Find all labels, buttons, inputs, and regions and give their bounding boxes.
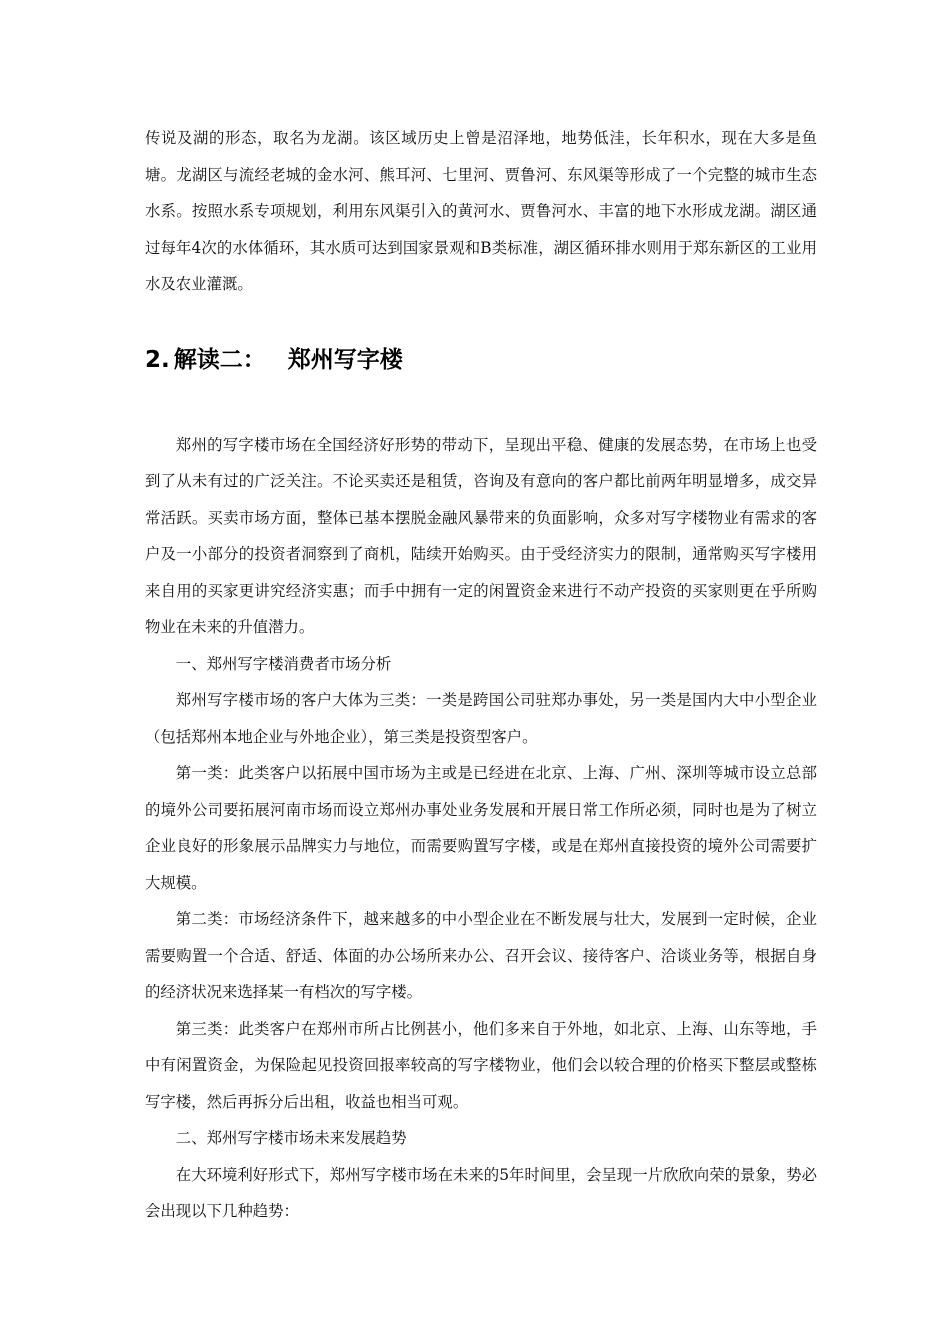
market-overview-paragraph: 郑州的写字楼市场在全国经济好形势的带动下，呈现出平稳、健康的发展态势，在市场上也受到了从未有过的广泛关注。不论买卖还是租赁，咨询及有意向的客户都比前两年明显增多，成交异常活跃。买卖市场方面，整体已基本摆脱金融风暴带来的负面影响，众多对写字楼物业有需求的客户及一小部分的投资者洞察到了商机，陆续开始购买。由于受经济实力的限制，通常购买写字楼用来自用的买家更讲究经济实惠；而手中拥有一定的闲置资金来进行不动产投资的买家则更在乎所购物业在未来的升值潜力。	[145, 435, 817, 636]
trends-paragraph: 在大环境利好形式下，郑州写字楼市场在未来的5年时间里，会呈现一片欣欣向荣的景象，势必会出现以下几种趋势：	[145, 1165, 817, 1220]
section-number: 2.	[145, 346, 170, 373]
section-title: 郑州写字楼	[287, 346, 403, 373]
section-title-prefix: 解读二：	[173, 346, 266, 373]
type-one-paragraph: 第一类：此类客户以拓展中国市场为主或是已经进在北京、上海、广州、深圳等城市设立总部的境外公司要拓展河南市场而设立郑州办事处业务发展和开展日常工作所必须，同时也是为了树立企业良好的形象展示品牌实力与地位，而需要购置写字楼，或是在郑州直接投资的境外公司需要扩大规模。	[145, 764, 817, 892]
intro-paragraph: 传说及湖的形态，取名为龙湖。该区域历史上曾是沼泽地，地势低洼，长年积水，现在大多是鱼塘。龙湖区与流经老城的金水河、熊耳河、七里河、贾鲁河、东风渠等形成了一个完整的城市生态水系。按照水系专项规划，利用东风渠引入的黄河水、贾鲁河水、丰富的地下水形成龙湖。湖区通过每年4次的水体循环，其水质可达到国家景观和B类标准，湖区循环排水则用于郑东新区的工业用水及农业灌溉。	[145, 129, 817, 293]
section-heading	[145, 338, 817, 382]
type-two-paragraph: 第二类：市场经济条件下，越来越多的中小型企业在不断发展与壮大，发展到一定时候，企业需要购置一个合适、舒适、体面的办公场所来办公、召开会议、接待客户、洽谈业务等，根据自身的经济状况来选择某一有档次的写字楼。	[145, 910, 817, 1001]
subheading-future-trends: 二、郑州写字楼市场未来发展趋势	[175, 1129, 407, 1147]
subheading-consumer-analysis: 一、郑州写字楼消费者市场分析	[175, 654, 392, 673]
page-content	[145, 120, 817, 1230]
customer-types-paragraph: 郑州写字楼市场的客户大体为三类：一类是跨国公司驻郑办事处，另一类是国内大中小型企业（包括郑州本地企业与外地企业），第三类是投资型客户。	[145, 691, 817, 746]
type-three-paragraph: 第三类：此类客户在郑州市所占比例甚小，他们多来自于外地，如北京、上海、山东等地，手中有闲置资金，为保险起见投资回报率较高的写字楼物业，他们会以较合理的价格买下整层或整栋写字楼，然后再拆分后出租，收益也相当可观。	[145, 1019, 817, 1111]
